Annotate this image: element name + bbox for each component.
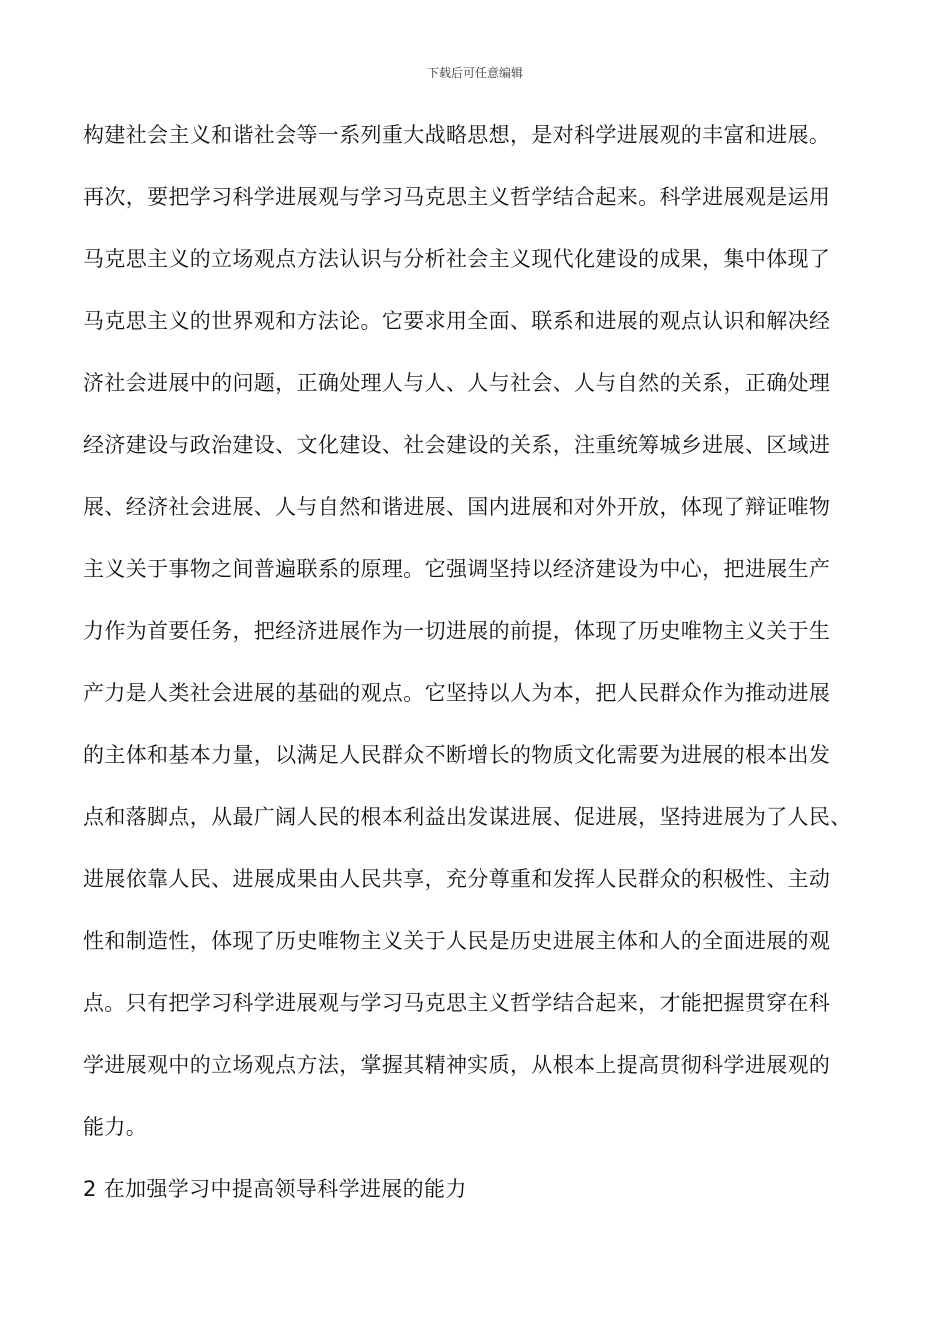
paragraph-line: 点和落脚点，从最广阔人民的根本利益出发谋进展、促进展，坚持进展为了人民、	[83, 805, 852, 829]
paragraph-line: 构建社会主义和谐社会等一系列重大战略思想，是对科学进展观的丰富和进展。	[83, 123, 831, 147]
paragraph-line: 产力是人类社会进展的基础的观点。它坚持以人为本，把人民群众作为推动进展	[83, 681, 831, 705]
paragraph-line: 学进展观中的立场观点方法，掌握其精神实质，从根本上提高贯彻科学进展观的	[83, 1053, 831, 1077]
paragraph-line: 马克思主义的立场观点方法认识与分析社会主义现代化建设的成果，集中体现了	[83, 247, 831, 271]
paragraph-line: 的主体和基本力量，以满足人民群众不断增长的物质文化需要为进展的根本出发	[83, 743, 831, 767]
paragraph-line: 展、经济社会进展、人与自然和谐进展、国内进展和对外开放，体现了辩证唯物	[83, 495, 831, 519]
paragraph-line: 能力。	[83, 1115, 148, 1139]
paragraph-line: 点。只有把学习科学进展观与学习马克思主义哲学结合起来，才能把握贯穿在科	[83, 991, 831, 1015]
section-heading: 2 在加强学习中提高领导科学进展的能力	[83, 1177, 467, 1201]
paragraph-line: 主义关于事物之间普遍联系的原理。它强调坚持以经济建设为中心，把进展生产	[83, 557, 831, 581]
paragraph-line: 性和制造性，体现了历史唯物主义关于人民是历史进展主体和人的全面进展的观	[83, 929, 831, 953]
paragraph-line: 力作为首要任务，把经济进展作为一切进展的前提，体现了历史唯物主义关于生	[83, 619, 831, 643]
paragraph-line: 马克思主义的世界观和方法论。它要求用全面、联系和进展的观点认识和解决经	[83, 309, 831, 333]
paragraph-line: 经济建设与政治建设、文化建设、社会建设的关系，注重统筹城乡进展、区域进	[83, 433, 831, 457]
page-header: 下载后可任意编辑	[426, 66, 523, 80]
paragraph-line: 济社会进展中的问题，正确处理人与人、人与社会、人与自然的关系，正确处理	[83, 371, 831, 395]
paragraph-line: 再次，要把学习科学进展观与学习马克思主义哲学结合起来。科学进展观是运用	[83, 185, 831, 209]
paragraph-line: 进展依靠人民、进展成果由人民共享，充分尊重和发挥人民群众的积极性、主动	[83, 867, 831, 891]
